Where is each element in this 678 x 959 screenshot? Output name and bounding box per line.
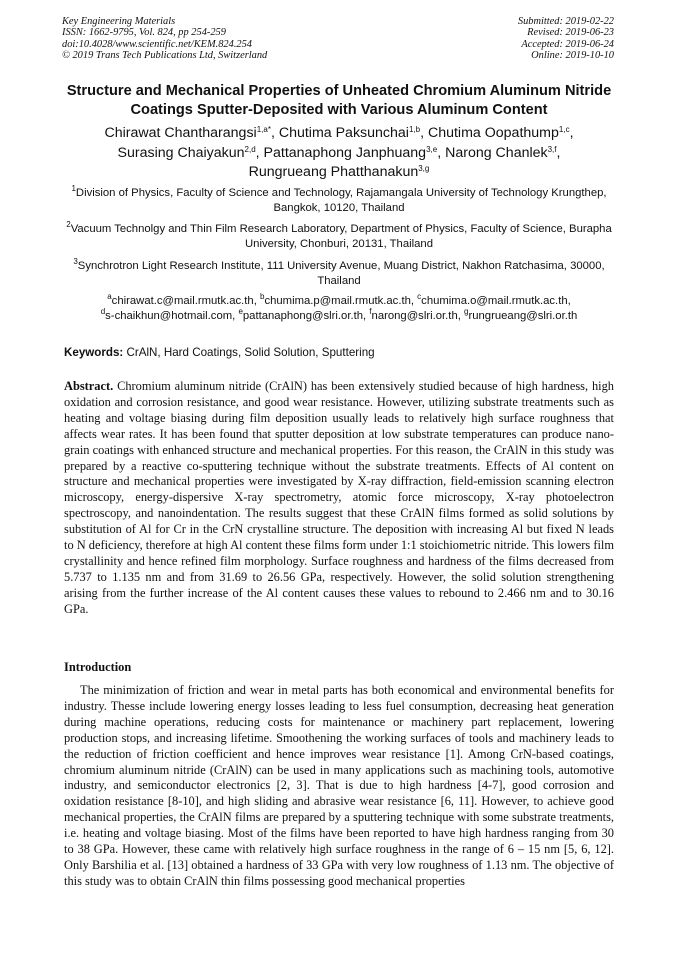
email[interactable]: $^c$chumima.o@mail.rmutk.ac.th, bbox=[417, 292, 571, 307]
journal-info bbox=[62, 16, 267, 62]
email[interactable]: $^g$rungrueang@slri.or.th bbox=[464, 307, 578, 323]
email[interactable]: $^a$chirawat.c@mail.rmutk.ac.th, bbox=[107, 292, 260, 307]
author: Chirawat Chantharangsi$^{1,a*}$, bbox=[104, 125, 279, 141]
author: Pattanaphong Janphuang$^{3,e}$, bbox=[263, 144, 446, 161]
email[interactable]: $^d$s-chaikhun@hotmail.com, bbox=[100, 307, 239, 323]
author: Rungrueang Phatthanakun$^{3,g}$ bbox=[248, 164, 430, 181]
introduction-paragraph: The minimization of friction and wear in metal parts has both economical and environmental benefits for industry. Thesse include lowering energy losses leading to less fuel consumption, decreasing heat generation during machine operations, reducing costs for maintenance or machinery part replacement, lowering production stops, and increasing lifetime. Smoothening the working surfaces of tools and machinery leads to the reduction of friction coefficient and hence improves wear resistance [1]. Among CrN-based coatings, chromium aluminum nitride (CrAlN) can be used in many applications such as machining tools, automotive industry, and semiconductor electronics [2, 3]. That is due to high hardness [4-7], good corrosion and oxidation resistance [8-10], and high sliding and abrasive wear resistance [6, 11]. However, to achieve good mechanical properties, the CrAlN films are prepared by a sputtering technique with some substrate treatments, i.e. heating and voltage biasing. Most of the films have been reported to have high hardness ranging from 30 to 38 GPa. However, these came with relatively high surface roughness in the range of 6 – 15 nm [5, 6, 12]. Only Barshilia et al. [13] obtained a hardness of 33 GPa with very low roughness of 1.13 nm. The objective of this study was to obtain CrAlN thin films possessing good mechanical properties bbox=[64, 683, 614, 888]
journal-copyright: © 2019 Trans Tech Publications Ltd, Switzerland bbox=[62, 50, 268, 62]
abstract-label: Abstract. bbox=[64, 379, 114, 393]
email[interactable]: $^b$chumima.p@mail.rmutk.ac.th, bbox=[260, 292, 418, 307]
affiliation-1: $^1$Division of Physics, Faculty of Science and Technology, Rajamangala University of Technology Krungthep, Bangkok, 10120, Thailand bbox=[71, 184, 607, 215]
date-accepted: Accepted: 2019-06-24 bbox=[521, 38, 614, 50]
date-submitted: Submitted: 2019-02-22 bbox=[517, 16, 614, 27]
author: Chutima Paksunchai$^{1,b}$, bbox=[278, 125, 428, 141]
paper-title: Structure and Mechanical Properties of Unheated Chromium Aluminum Nitride Coatings Sputter-Deposited with Various Aluminum Content bbox=[66, 83, 612, 118]
author: Chutima Oopathump$^{1,c}$, bbox=[427, 125, 574, 141]
author-emails bbox=[40, 294, 638, 324]
affiliation-2: $^2$Vacuum Technolgy and Thin Film Research Laboratory, Department of Physics, Faculty of Science, Burapha University, Chonburi, 20131, Thailand bbox=[66, 220, 612, 251]
email[interactable]: $^e$pattanaphong@slri.or.th, bbox=[238, 307, 370, 323]
abstract bbox=[64, 379, 614, 618]
journal-doi: doi:10.4028/www.scientific.net/KEM.824.254 bbox=[62, 38, 252, 50]
keywords-label: Keywords: bbox=[64, 346, 124, 359]
journal-name: Key Engineering Materials bbox=[62, 16, 176, 27]
introduction-heading: Introduction bbox=[64, 660, 132, 674]
affiliation-3: $^3$Synchrotron Light Research Institute, 111 University Avenue, Muang District, Nakhon Ratchasima, 30000, Thailand bbox=[73, 257, 605, 288]
publication-dates bbox=[518, 16, 614, 62]
author-list bbox=[40, 124, 638, 183]
abstract-text: Chromium aluminum nitride (CrAlN) has been extensively studied because of high hardness, high oxidation and corrosion resistance, and good wear resistance. However, utilizing substrate treatments such as heating and voltage biasing during film deposition usually leads to relatively high surface roughness that affects wear rates. It has been found that sputter deposition at low substrate temperatures can produce nano-grain coatings with enhanced structure and mechanical properties. For this reason, the CrAlN in this study was prepared by a reactive co-sputtering technique without the substrate treatments. Effects of Al content on structure and mechanical properties were investigated by X-ray diffraction, field-emission scanning electron microscopy, energy-dispersive X-ray spectrometry, atomic force microscopy, X-ray photoelectron spectroscopy, and nanoindentation. The results suggest that these CrAlN films formed as solid solutions by substitution of Al for Cr in the CrN crystalline structure. The deposition with increasing Al but fixed N leads to N deficiency, therefore at high Al content these films form under 1:1 stoichiometric nitride. This lowers film crystallinity and hence refined film morphology. Surface roughness and hardness of the films decreased from 5.737 to 1.135 nm and from 31.69 to 26.56 GPa, respectively. However, the solid solution strengthening arising from the further increase of the Al content causes these values to rebound to 2.466 nm and to 30.16 GPa. bbox=[64, 379, 614, 616]
date-revised: Revised: 2019-06-23 bbox=[527, 27, 614, 39]
email[interactable]: $^f$narong@slri.or.th, bbox=[369, 307, 465, 323]
date-online: Online: 2019-10-10 bbox=[531, 50, 614, 62]
author: Surasing Chaiyakun$^{2,d}$, bbox=[117, 144, 264, 161]
keywords bbox=[64, 345, 616, 360]
keywords-text: CrAlN, Hard Coatings, Solid Solution, Sputtering bbox=[123, 346, 375, 359]
author: Narong Chanlek$^{3,f}$, bbox=[445, 144, 561, 161]
journal-issn: ISSN: 1662-9795, Vol. 824, pp 254-259 bbox=[62, 27, 226, 39]
